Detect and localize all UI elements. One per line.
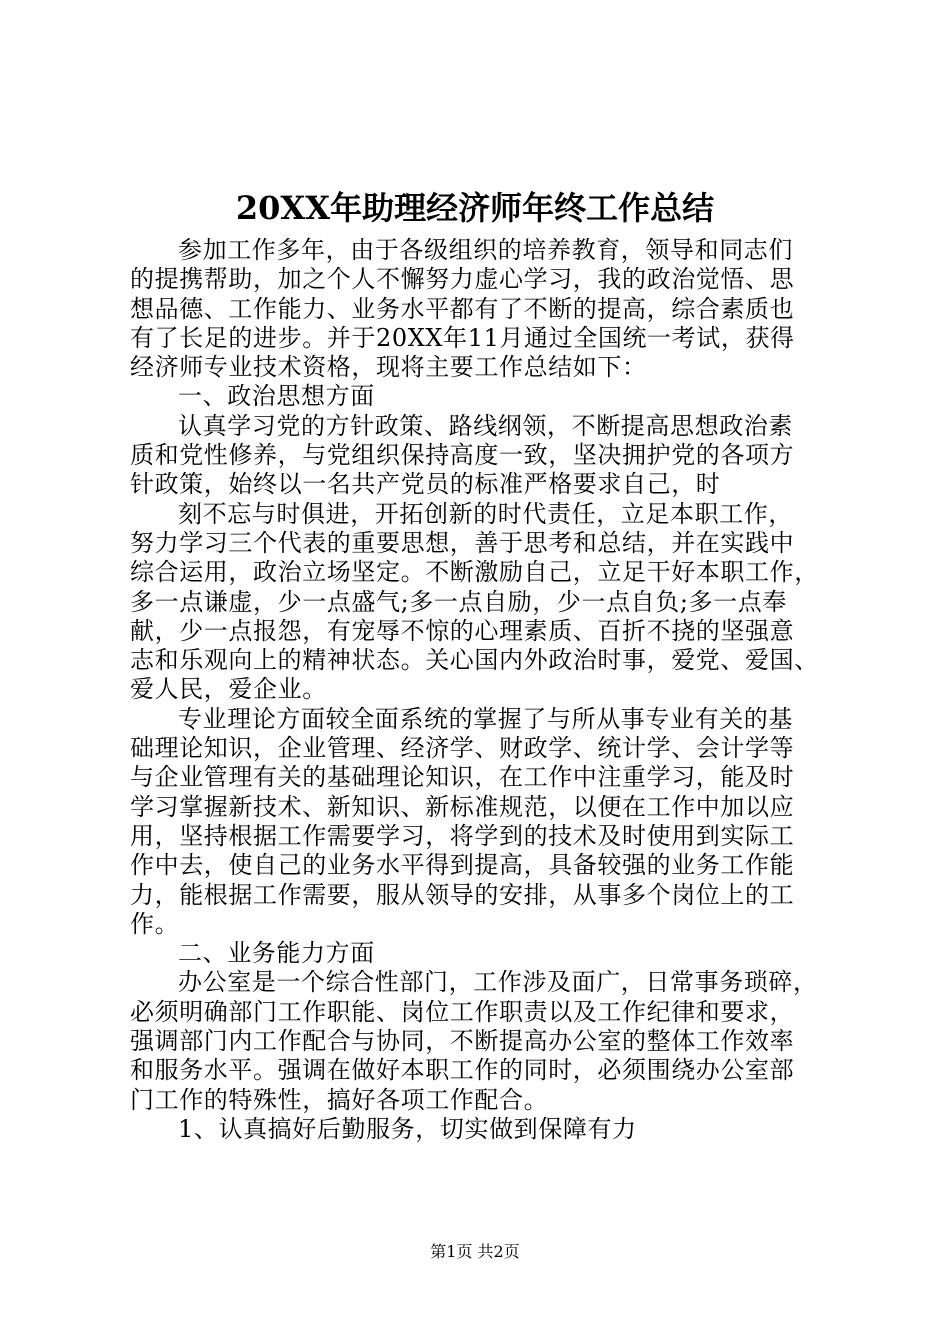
- body-line: 爱人民，爱企业。: [130, 675, 327, 704]
- page-footer: 第1页 共2页: [430, 1242, 520, 1261]
- body-line: 作中去，使自己的业务水平得到提高，具备较强的业务工作能: [130, 851, 795, 880]
- body-line: 专业理论方面较全面系统的掌握了与所从事专业有关的基: [178, 704, 793, 733]
- body-line: 努力学习三个代表的重要思想，善于思考和总结，并在实践中: [130, 528, 795, 557]
- body-line: 用，坚持根据工作需要学习，将学到的技术及时使用到实际工: [130, 821, 795, 850]
- subsection-heading: 1、认真搞好后勤服务，切实做到保障有力: [178, 1114, 637, 1143]
- body-line: 和服务水平。强调在做好本职工作的同时，必须围绕办公室部: [130, 1056, 795, 1085]
- body-line: 作。: [130, 909, 180, 938]
- body-line: 认真学习党的方针政策、路线纲领，不断提高思想政治素: [178, 411, 793, 440]
- body-line: 与企业管理有关的基础理论知识，在工作中注重学习，能及时: [130, 763, 795, 792]
- body-line: 有了长足的进步。并于20XX年11月通过全国统一考试，获得: [130, 323, 795, 352]
- body-line: 多一点谦虚，少一点盛气;多一点自励，少一点自负;多一点奉: [130, 587, 787, 616]
- body-line: 志和乐观向上的精神状态。关心国内外政治时事，爱党、爱国、: [130, 646, 819, 675]
- section-heading: 一、政治思想方面: [178, 382, 375, 411]
- body-line: 门工作的特殊性，搞好各项工作配合。: [130, 1085, 549, 1114]
- body-line: 础理论知识，企业管理、经济学、财政学、统计学、会计学等: [130, 734, 795, 763]
- body-line: 力，能根据工作需要，服从领导的安排，从事多个岗位上的工: [130, 880, 795, 909]
- document-title: 20XX年助理经济师年终工作总结: [235, 189, 715, 227]
- body-line: 刻不忘与时俱进，开拓创新的时代责任，立足本职工作，: [178, 499, 793, 528]
- body-line: 学习掌握新技术、新知识、新标准规范，以便在工作中加以应: [130, 792, 795, 821]
- document-body: [130, 236, 830, 1144]
- body-line: 质和党性修养，与党组织保持高度一致，坚决拥护党的各项方: [130, 441, 795, 470]
- body-line: 强调部门内工作配合与协同，不断提高办公室的整体工作效率: [130, 1027, 795, 1056]
- body-line: 办公室是一个综合性部门，工作涉及面广，日常事务琐碎，: [178, 968, 818, 997]
- body-line: 必须明确部门工作职能、岗位工作职责以及工作纪律和要求，: [130, 997, 795, 1026]
- body-line: 经济师专业技术资格，现将主要工作总结如下：: [130, 353, 647, 382]
- body-line: 想品德、工作能力、业务水平都有了不断的提高，综合素质也: [130, 294, 795, 323]
- body-line: 针政策，始终以一名共产党员的标准严格要求自己，时: [130, 470, 721, 499]
- body-line: 参加工作多年，由于各级组织的培养教育，领导和同志们: [178, 236, 793, 264]
- body-line: 综合运用，政治立场坚定。不断激励自己，立足干好本职工作，: [130, 558, 819, 587]
- body-line: 的提携帮助，加之个人不懈努力虚心学习，我的政治觉悟、思: [130, 265, 795, 294]
- body-line: 献，少一点报怨，有宠辱不惊的心理素质、百折不挠的坚强意: [130, 616, 795, 645]
- section-heading: 二、业务能力方面: [178, 939, 375, 968]
